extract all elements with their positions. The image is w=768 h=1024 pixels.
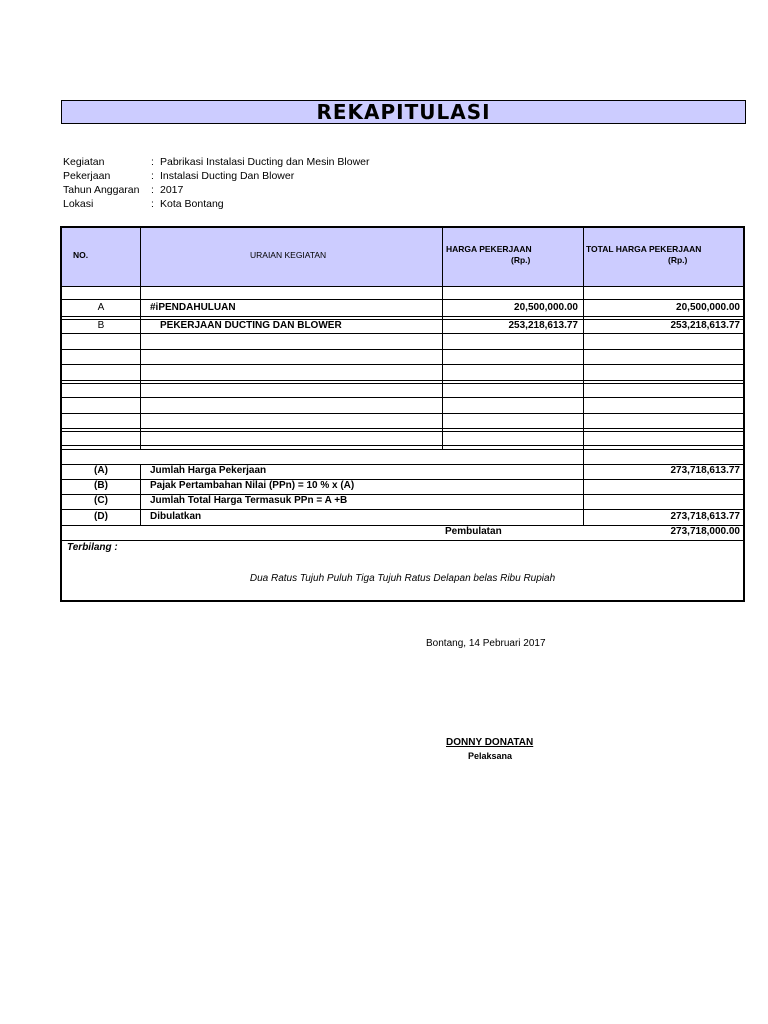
divider	[62, 428, 743, 429]
info-key: Tahun Anggaran	[63, 184, 140, 196]
summary-code: (D)	[94, 511, 108, 522]
summary-label: Jumlah Total Harga Termasuk PPn = A +B	[150, 495, 348, 506]
divider	[62, 413, 743, 414]
info-value: 2017	[160, 184, 184, 196]
header-harga-unit: (Rp.)	[511, 255, 531, 265]
summary-value: 273,718,613.77	[670, 465, 740, 476]
divider	[62, 445, 743, 446]
divider	[62, 299, 743, 300]
divider	[62, 333, 743, 334]
info-value: Kota Bontang	[160, 198, 224, 210]
pembulatan-value: 273,718,000.00	[670, 526, 740, 537]
info-key: Lokasi	[63, 198, 94, 210]
terbilang-text: Dua Ratus Tujuh Puluh Tiga Tujuh Ratus Delapan belas Ribu Rupiah	[249, 573, 556, 584]
recap-table	[60, 226, 745, 602]
row-uraian: #iPENDAHULUAN	[150, 302, 236, 313]
info-colon: :	[151, 198, 154, 210]
header-no: NO.	[73, 250, 89, 260]
info-colon: :	[151, 170, 154, 182]
place-date: Bontang, 14 Pebruari 2017	[426, 638, 546, 649]
header-total-unit: (Rp.)	[668, 255, 688, 265]
divider	[62, 380, 743, 381]
divider	[140, 228, 141, 449]
divider	[583, 228, 584, 525]
divider	[442, 228, 443, 449]
divider	[62, 316, 743, 317]
row-total: 253,218,613.77	[670, 320, 740, 331]
info-colon: :	[151, 184, 154, 196]
pembulatan-label: Pembulatan	[445, 526, 502, 537]
header-uraian: URAIAN KEGIATAN	[250, 250, 327, 260]
project-info	[63, 155, 370, 211]
divider	[62, 383, 743, 384]
info-colon: :	[151, 156, 154, 168]
info-value: Instalasi Ducting Dan Blower	[160, 170, 295, 182]
info-row-kegiatan	[63, 155, 370, 169]
terbilang-label: Terbilang :	[67, 542, 118, 553]
summary-label: Jumlah Harga Pekerjaan	[150, 465, 267, 476]
info-row-tahun-anggaran	[63, 183, 370, 197]
divider	[62, 397, 743, 398]
row-harga: 20,500,000.00	[514, 302, 578, 313]
info-value: Pabrikasi Instalasi Ducting dan Mesin Blower	[160, 156, 370, 168]
row-no: B	[97, 320, 105, 331]
signer-name: DONNY DONATAN	[446, 737, 534, 748]
divider	[62, 540, 743, 541]
divider	[62, 364, 743, 365]
summary-code: (A)	[94, 465, 108, 476]
row-no: A	[97, 302, 105, 313]
info-row-pekerjaan	[63, 169, 370, 183]
table-header	[62, 228, 743, 286]
info-key: Pekerjaan	[63, 170, 111, 182]
row-total: 20,500,000.00	[676, 302, 740, 313]
summary-code: (B)	[94, 480, 108, 491]
header-total: TOTAL HARGA PEKERJAAN	[586, 244, 702, 254]
divider	[62, 449, 743, 450]
info-key: Kegiatan	[63, 156, 105, 168]
row-uraian: PEKERJAAN DUCTING DAN BLOWER	[160, 320, 342, 331]
divider	[62, 431, 743, 432]
divider	[62, 349, 743, 350]
title-banner	[61, 100, 746, 124]
summary-value: 273,718,613.77	[670, 511, 740, 522]
row-harga: 253,218,613.77	[508, 320, 578, 331]
page-title: REKAPITULASI	[316, 100, 491, 124]
header-harga: HARGA PEKERJAAN	[446, 244, 532, 254]
info-row-lokasi	[63, 197, 370, 211]
divider	[62, 286, 743, 287]
signer-role: Pelaksana	[468, 751, 513, 761]
summary-code: (C)	[94, 495, 108, 506]
summary-label: Pajak Pertambahan Nilai (PPn) = 10 % x (A)	[150, 480, 355, 491]
summary-label: Dibulatkan	[150, 511, 202, 522]
